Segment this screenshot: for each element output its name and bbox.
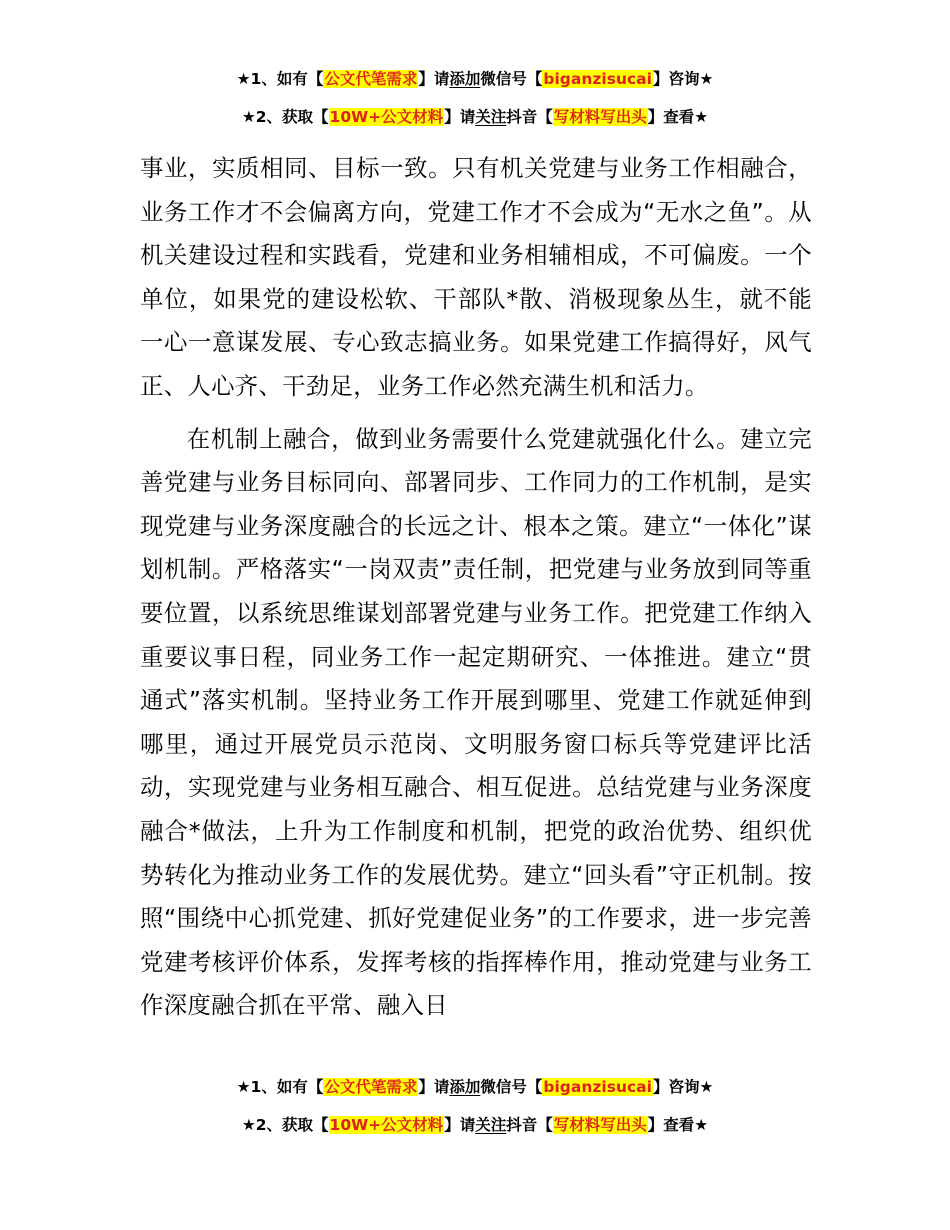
footer-banner-line-1 [0,1074,950,1100]
banner-text: 】请 [444,1116,476,1134]
banner-text: 抖音【 [506,108,553,126]
banner-text: 】请 [418,1078,450,1096]
underlined-word: 添加 [449,1078,481,1096]
header-banner-line-1 [0,66,950,92]
highlight-wechat-id: biganzisucai [543,1078,652,1096]
banner-text: 】咨询★ [652,1078,714,1096]
banner-text: 】咨询★ [652,70,714,88]
underlined-word: 关注 [475,1116,507,1134]
highlight-douyin-account: 写材料写出头 [553,108,647,126]
banner-text: 微信号【 [480,1078,543,1096]
banner-text: 】查看★ [647,1116,709,1134]
highlight-douyin-account: 写材料写出头 [553,1116,647,1134]
banner-text: 】查看★ [647,108,709,126]
highlight-materials: 10W+公文材料 [329,1116,444,1134]
banner-text: ★2、获取【 [241,1116,329,1134]
banner-text: 抖音【 [506,1116,553,1134]
banner-text: 微信号【 [480,70,543,88]
banner-text: ★2、获取【 [241,108,329,126]
underlined-word: 关注 [475,108,507,126]
banner-text: 】请 [418,70,450,88]
highlight-materials: 10W+公文材料 [329,108,444,126]
document-body [140,147,812,1028]
highlight-service: 公文代笔需求 [324,70,418,88]
paragraph-1: 事业，实质相同、目标一致。只有机关党建与业务工作相融合，业务工作才不会偏离方向，党建工作才不会成为“无水之鱼”。从机关建设过程和实践看，党建和业务相辅相成，不可偏废。一个单位，如果党的建设松软、干部队*散、消极现象丛生，就不能一心一意谋发展、专心致志搞业务。如果党建工作搞得好，风气正、人心齐、干劲足，业务工作必然充满生机和活力。 [140,154,812,400]
footer-banner-line-2 [0,1112,950,1138]
header-banner-line-2 [0,104,950,130]
paragraph-2: 在机制上融合，做到业务需要什么党建就强化什么。建立完善党建与业务目标同向、部署同步、工作同力的工作机制，是实现党建与业务深度融合的长远之计、根本之策。建立“一体化”谋划机制。严格落实“一岗双责”责任制，把党建与业务放到同等重要位置，以系统思维谋划部署党建与业务工作。把党建工作纳入重要议事日程，同业务工作一起定期研究、一体推进。建立“贯通式”落实机制。坚持业务工作开展到哪里、党建工作就延伸到哪里，通过开展党员示范岗、文明服务窗口标兵等党建评比活动，实现党建与业务相互融合、相互促进。总结党建与业务深度融合*做法，上升为工作制度和机制，把党的政治优势、组织优势转化为推动业务工作的发展优势。建立“回头看”守正机制。按照“围绕中心抓党建、抓好党建促业务”的工作要求，进一步完善党建考核评价体系，发挥考核的指挥棒作用，推动党建与业务工作深度融合抓在平常、融入日 [140,424,812,1020]
highlight-wechat-id: biganzisucai [543,70,652,88]
banner-text: ★1、如有【 [236,1078,324,1096]
highlight-service: 公文代笔需求 [324,1078,418,1096]
underlined-word: 添加 [449,70,481,88]
banner-text: ★1、如有【 [236,70,324,88]
banner-text: 】请 [444,108,476,126]
